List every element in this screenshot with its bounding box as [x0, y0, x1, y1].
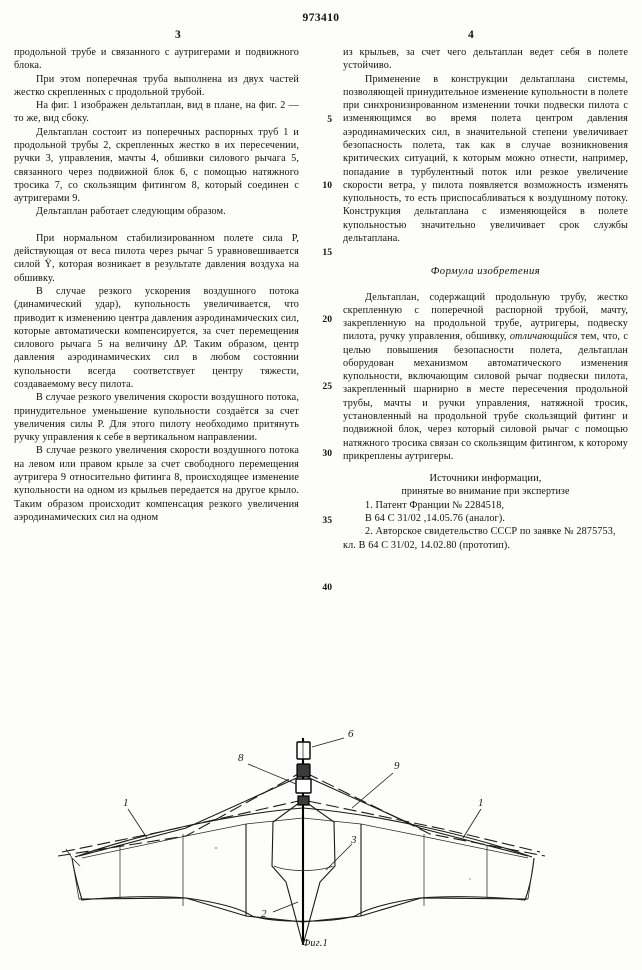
- line-number: 30: [322, 448, 332, 459]
- sources-subheading: принятые во внимание при экспертизе: [401, 486, 570, 498]
- paragraph: В случае резкого увеличения скорости воздушного потока на левом или правом крыле за счет свободного перемещения аутригера 9 относительно фитинга 8, происходящее изменение купольности на одном из крыльев передается на другое крыло. Таким образом происходит компенсация резкого увеличения аэродинамических сил на одном: [14, 445, 299, 523]
- figure-caption: Фиг.1: [302, 938, 328, 949]
- paragraph: из крыльев, за счет чего дельтаплан ведет себя в полете устойчиво.: [343, 47, 628, 72]
- paragraph: В случае резкого увеличения скорости воздушного потока, принудительное уменьшение купольности создаётся за счет увеличения силы Р. Для этого пилоту необходимо притянуть ручку управления к себе в вертикальном направлении.: [14, 392, 299, 444]
- source-entry-2-line1: 2. Авторское свидетельство СССР по заявке № 2875753, кл. В 64 С 31/02, 14.02.80 (прототип).: [343, 526, 616, 551]
- column-number-left: 3: [175, 29, 181, 41]
- wing-tip-right: [528, 858, 534, 899]
- paragraph: Дельтаплан состоит из поперечных распорных труб 1 и продольной трубы 2, скрепленных жестко в их пересечении, ручки 3, управления, мачты 4, обшивки силового рычага 5, связанного через подвижной блок 6, с помощью натяжного тросика 7, со скользящим фитингом 8, который соединен с аутригерами 9.: [14, 126, 299, 205]
- line-number: 40: [322, 582, 332, 593]
- hang-glider-plan-view-svg: [0, 716, 642, 970]
- column-number-right: 4: [468, 29, 474, 41]
- source-entry-1-line1: 1. Патент Франции № 2284518,: [365, 499, 505, 511]
- figure-caption-wrap: [0, 938, 642, 949]
- line-number: 20: [322, 314, 332, 325]
- patent-number: 973410: [302, 12, 340, 24]
- paragraph: продольной трубе и связанного с аутригерами и подвижного блока.: [14, 47, 299, 72]
- figure-label-3: 3: [351, 834, 357, 846]
- leader-line-3: [326, 844, 352, 870]
- outrigger-cable-right-9: [305, 776, 528, 856]
- paragraph: В случае резкого ускорения воздушного потока (динамический удар), купольность увеличивается, что приводит к изменению центра давления аэродинамических сил, которые автоматически компенсируется, за счет перемещения силового рычага 5 на величину ΔР. Таким образом, центр давления аэродинамических сил в любом состоянии купольности всегда соответствует центру тяжести, создаваемому весу пилота.: [14, 286, 299, 391]
- claim-emphasis: отличающийся: [509, 331, 578, 343]
- text-column-left: [14, 46, 299, 524]
- dashed-outline-right: [306, 773, 545, 856]
- leader-line-1-right: [463, 809, 481, 838]
- paragraph: Дельтаплан работает следующим образом.: [36, 206, 226, 218]
- figure-label-1-right: 1: [478, 797, 484, 809]
- paragraph: При этом поперечная труба выполнена из двух частей жестко скрепленных с продольной трубой.: [14, 73, 299, 98]
- claim-text: [343, 291, 628, 464]
- figure-label-6: 6: [348, 728, 354, 740]
- technical-drawing-figure-1: [0, 716, 642, 970]
- sliding-fitting-8: [296, 779, 311, 793]
- paragraph: На фиг. 1 изображен дельтаплан, вид в плане, на фиг. 2 — то же, вид сбоку.: [14, 100, 299, 125]
- paragraph: Применение в конструкции дельтаплана системы, позволяющей принудительное изменение купольности в полете при синхронизированном изменении точки подвески пилота с изменяющимся во время полета центром давления аэродинамических сил, в значительной степени увеличивает безопасность полета, так как в случае возникновения критических ситуаций, к которым можно отнести, например, попадание в турбулентный поток или резкое увеличение скорости ветра, у пилота появляется возможность изменять купольность, то есть приспосабливаться к воздушному потоку. Конструкция дельтаплана с изменяющейся в полете купольностью значительно увеличивает срок службы дельтаплана.: [343, 73, 628, 244]
- leader-line-9: [352, 773, 393, 808]
- line-number: 5: [327, 114, 332, 125]
- control-frame-left: [272, 800, 303, 945]
- scan-speck: [215, 847, 217, 849]
- paragraph: При нормальном стабилизированном полете сила Р, действующая от веса пилота через рычаг 5 уравновешивается силой Ÿ, которая возникает в результате давления воздуха на обшивку.: [14, 232, 299, 284]
- line-number: 10: [322, 180, 332, 191]
- line-number: 15: [322, 247, 332, 258]
- scan-speck: [469, 878, 471, 880]
- line-number: 25: [322, 381, 332, 392]
- sliding-fitting-upper: [297, 764, 310, 777]
- sources-heading: Источники информации,: [429, 473, 542, 485]
- source-entry-1-line2: В 64 С 31/02 ,14.05.76 (аналог).: [365, 513, 506, 524]
- claim-tail: тем, что, с целью повышения безопасности полета, дельтаплан оборудован механизмом автоматического изменения купольности, включающим силовой рычаг подвески пилота, закрепленный шарнирно в месте пересечения продольной трубы, мачты и ручки управления, натяжной тросик, установленный на продольной трубе скользящий фитинг и подвижной блок, через который силовой рычаг с помощью натяжного тросика связан со скользящим фитингом, к которому прикреплены аутригеры.: [343, 331, 628, 462]
- dashed-outline-left: [58, 773, 300, 856]
- line-number: 35: [322, 515, 332, 526]
- figure-label-9: 9: [394, 760, 400, 772]
- keel-junction-block: [298, 796, 309, 805]
- leader-line-1-left: [128, 809, 147, 838]
- figure-label-2: 2: [261, 908, 267, 920]
- control-frame-right: [303, 800, 335, 945]
- outrigger-cable-left-9: [79, 776, 301, 856]
- claim-lead: Дельтаплан, содержащий продольную трубу, жестко скрепленную с поперечной распорной трубой, мачту, закрепленную на продольной трубе, аутригеры, подвеску пилота, ручку управления, обшивку,: [343, 291, 628, 343]
- claims-heading: Формула изобретения: [430, 266, 541, 278]
- leader-line-8: [248, 764, 296, 784]
- pulley-block-6: [297, 742, 310, 759]
- text-column-right: [343, 46, 628, 552]
- figure-label-1-left: 1: [123, 797, 129, 809]
- leader-line-6: [312, 738, 344, 747]
- figure-label-8: 8: [238, 752, 244, 764]
